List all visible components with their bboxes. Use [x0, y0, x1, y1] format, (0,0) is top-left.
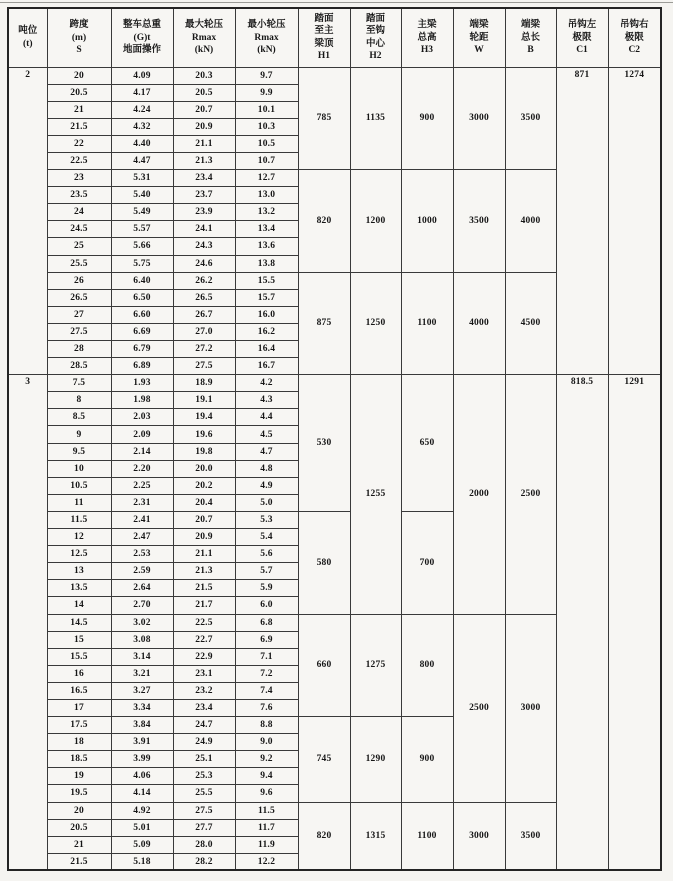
cell-span: 22 — [47, 135, 111, 152]
cell-weight: 3.02 — [111, 614, 173, 631]
cell-rmin: 7.4 — [235, 682, 298, 699]
cell-rmin: 11.7 — [235, 819, 298, 836]
cell-h2: 1200 — [350, 170, 401, 273]
cell-weight: 4.24 — [111, 101, 173, 118]
cell-weight: 2.59 — [111, 563, 173, 580]
cell-rmax: 27.7 — [173, 819, 235, 836]
cell-weight: 2.14 — [111, 443, 173, 460]
cell-rmin: 15.7 — [235, 289, 298, 306]
cell-weight: 2.53 — [111, 546, 173, 563]
cell-rmax: 21.1 — [173, 546, 235, 563]
header-line: 整车总重 — [122, 20, 161, 31]
header-line: C2 — [628, 44, 641, 55]
cell-h3: 900 — [401, 717, 453, 802]
cell-weight: 3.99 — [111, 751, 173, 768]
cell-w: 3500 — [453, 170, 505, 273]
cell-rmin: 4.4 — [235, 409, 298, 426]
cell-h3: 800 — [401, 614, 453, 717]
cell-h1: 580 — [298, 511, 350, 614]
cell-weight: 5.01 — [111, 819, 173, 836]
cell-rmin: 9.0 — [235, 734, 298, 751]
cell-rmax: 25.3 — [173, 768, 235, 785]
cell-rmin: 5.7 — [235, 563, 298, 580]
header-line: (m) — [71, 32, 87, 43]
cell-span: 14.5 — [47, 614, 111, 631]
header-line: C1 — [576, 44, 588, 55]
cell-h3: 700 — [401, 511, 453, 614]
cell-span: 26.5 — [47, 289, 111, 306]
cell-span: 16 — [47, 665, 111, 682]
cell-rmin: 13.2 — [235, 204, 298, 221]
cell-h3: 1100 — [401, 802, 453, 870]
cell-rmin: 9.7 — [235, 67, 298, 84]
cell-rmax: 20.2 — [173, 477, 235, 494]
header-line: 至主 — [314, 26, 334, 37]
cell-b: 2500 — [505, 375, 556, 614]
header-line: (t) — [23, 38, 33, 49]
cell-weight: 1.93 — [111, 375, 173, 392]
cell-weight: 3.84 — [111, 717, 173, 734]
cell-h1: 660 — [298, 614, 350, 717]
table-body — [8, 67, 661, 870]
cell-rmin: 13.0 — [235, 187, 298, 204]
header-line: W — [474, 44, 484, 55]
cell-h1: 820 — [298, 802, 350, 870]
cell-span: 21 — [47, 836, 111, 853]
cell-span: 20.5 — [47, 84, 111, 101]
header-line: 地面操作 — [122, 44, 161, 55]
cell-weight: 6.40 — [111, 272, 173, 289]
cell-weight: 5.49 — [111, 204, 173, 221]
cell-span: 11 — [47, 494, 111, 511]
cell-rmin: 4.7 — [235, 443, 298, 460]
cell-span: 21.5 — [47, 853, 111, 870]
cell-rmin: 16.4 — [235, 341, 298, 358]
cell-span: 21.5 — [47, 118, 111, 135]
cell-rmin: 16.0 — [235, 306, 298, 323]
cell-w: 2000 — [453, 375, 505, 614]
cell-rmax: 19.4 — [173, 409, 235, 426]
cell-rmax: 22.5 — [173, 614, 235, 631]
header-line: 踏面 — [314, 14, 334, 25]
cell-span: 26 — [47, 272, 111, 289]
cell-span: 10 — [47, 460, 111, 477]
cell-h2: 1255 — [350, 375, 401, 614]
header-line: 最大轮压 — [184, 20, 223, 31]
cell-span: 25 — [47, 238, 111, 255]
table-row — [8, 67, 661, 84]
cell-weight: 5.66 — [111, 238, 173, 255]
header-line: 中心 — [365, 38, 385, 49]
header-line: 总高 — [417, 32, 437, 43]
cell-weight: 4.40 — [111, 135, 173, 152]
cell-weight: 5.18 — [111, 853, 173, 870]
cell-span: 8 — [47, 392, 111, 409]
cell-c2: 1291 — [608, 375, 661, 871]
cell-rmax: 25.1 — [173, 751, 235, 768]
cell-h1: 745 — [298, 717, 350, 802]
cell-span: 11.5 — [47, 511, 111, 528]
header-line: (G)t — [133, 32, 151, 43]
cell-weight: 3.27 — [111, 682, 173, 699]
cell-rmin: 5.3 — [235, 511, 298, 528]
cell-h2: 1290 — [350, 717, 401, 802]
cell-rmax: 28.0 — [173, 836, 235, 853]
cell-weight: 5.40 — [111, 187, 173, 204]
cell-span: 20 — [47, 802, 111, 819]
cell-h1: 530 — [298, 375, 350, 512]
cell-rmin: 6.9 — [235, 631, 298, 648]
cell-rmax: 27.0 — [173, 323, 235, 340]
cell-rmax: 23.4 — [173, 170, 235, 187]
cell-span: 17 — [47, 699, 111, 716]
cell-rmax: 28.2 — [173, 853, 235, 870]
header-line: 主梁 — [417, 20, 437, 31]
cell-span: 21 — [47, 101, 111, 118]
cell-rmin: 4.2 — [235, 375, 298, 392]
cell-rmin: 15.5 — [235, 272, 298, 289]
column-header-c1 — [556, 8, 608, 67]
cell-rmax: 21.7 — [173, 597, 235, 614]
cell-rmax: 26.5 — [173, 289, 235, 306]
cell-span: 13.5 — [47, 580, 111, 597]
cell-span: 20 — [47, 67, 111, 84]
cell-h3: 900 — [401, 67, 453, 170]
cell-rmax: 20.0 — [173, 460, 235, 477]
header-line: 至钩 — [365, 26, 385, 37]
cell-weight: 5.31 — [111, 170, 173, 187]
cell-b: 3500 — [505, 67, 556, 170]
cell-weight: 2.41 — [111, 511, 173, 528]
column-header-weight — [111, 8, 173, 67]
cell-span: 27.5 — [47, 323, 111, 340]
cell-rmax: 23.1 — [173, 665, 235, 682]
header-line: 极限 — [572, 32, 592, 43]
cell-weight: 2.20 — [111, 460, 173, 477]
cell-rmax: 24.6 — [173, 255, 235, 272]
header-line: 总长 — [520, 32, 540, 43]
column-header-rmin — [235, 8, 298, 67]
cell-h2: 1250 — [350, 272, 401, 375]
cell-span: 15.5 — [47, 648, 111, 665]
cell-span: 23 — [47, 170, 111, 187]
cell-span: 25.5 — [47, 255, 111, 272]
header-line: 端梁 — [520, 20, 540, 31]
header-line: 跨度 — [69, 20, 89, 31]
cell-rmin: 4.5 — [235, 426, 298, 443]
cell-rmin: 8.8 — [235, 717, 298, 734]
cell-rmax: 25.5 — [173, 785, 235, 802]
cell-b: 3500 — [505, 802, 556, 870]
header-line: 吨位 — [18, 26, 38, 37]
cell-weight: 6.60 — [111, 306, 173, 323]
header-line: (kN) — [257, 44, 276, 55]
cell-weight: 3.08 — [111, 631, 173, 648]
column-header-rmax — [173, 8, 235, 67]
cell-rmin: 4.8 — [235, 460, 298, 477]
cell-rmax: 27.5 — [173, 358, 235, 375]
cell-rmax: 19.1 — [173, 392, 235, 409]
cell-c2: 1274 — [608, 67, 661, 375]
cell-weight: 2.03 — [111, 409, 173, 426]
cell-rmin: 7.1 — [235, 648, 298, 665]
cell-span: 19 — [47, 768, 111, 785]
cell-b: 4500 — [505, 272, 556, 375]
cell-h2: 1315 — [350, 802, 401, 870]
cell-span: 12 — [47, 529, 111, 546]
column-header-h1 — [298, 8, 350, 67]
cell-span: 15 — [47, 631, 111, 648]
cell-rmax: 21.3 — [173, 152, 235, 169]
cell-span: 18 — [47, 734, 111, 751]
cell-span: 22.5 — [47, 152, 111, 169]
cell-weight: 3.14 — [111, 648, 173, 665]
cell-h3: 1000 — [401, 170, 453, 273]
cell-rmin: 11.9 — [235, 836, 298, 853]
cell-h3: 650 — [401, 375, 453, 512]
cell-rmin: 16.2 — [235, 323, 298, 340]
cell-rmax: 23.9 — [173, 204, 235, 221]
cell-h1: 820 — [298, 170, 350, 273]
cell-rmin: 4.9 — [235, 477, 298, 494]
cell-span: 24 — [47, 204, 111, 221]
crane-spec-table — [7, 7, 662, 871]
cell-w: 4000 — [453, 272, 505, 375]
cell-w: 3000 — [453, 67, 505, 170]
cell-weight: 5.09 — [111, 836, 173, 853]
cell-rmin: 10.3 — [235, 118, 298, 135]
cell-h2: 1275 — [350, 614, 401, 717]
header-line: 梁顶 — [314, 38, 334, 49]
column-header-tonnage — [8, 8, 47, 67]
cell-span: 24.5 — [47, 221, 111, 238]
cell-rmin: 6.8 — [235, 614, 298, 631]
cell-span: 10.5 — [47, 477, 111, 494]
cell-span: 13 — [47, 563, 111, 580]
cell-span: 14 — [47, 597, 111, 614]
column-header-h2 — [350, 8, 401, 67]
cell-span: 27 — [47, 306, 111, 323]
cell-rmax: 20.9 — [173, 118, 235, 135]
cell-weight: 2.64 — [111, 580, 173, 597]
cell-span: 19.5 — [47, 785, 111, 802]
cell-weight: 5.75 — [111, 255, 173, 272]
cell-rmax: 23.7 — [173, 187, 235, 204]
cell-span: 18.5 — [47, 751, 111, 768]
cell-span: 9 — [47, 426, 111, 443]
cell-span: 16.5 — [47, 682, 111, 699]
cell-span: 8.5 — [47, 409, 111, 426]
cell-weight: 4.47 — [111, 152, 173, 169]
cell-rmin: 10.7 — [235, 152, 298, 169]
cell-span: 23.5 — [47, 187, 111, 204]
cell-b: 3000 — [505, 614, 556, 802]
cell-c1: 871 — [556, 67, 608, 375]
cell-weight: 2.09 — [111, 426, 173, 443]
header-line: 最小轮压 — [247, 20, 286, 31]
cell-rmin: 10.5 — [235, 135, 298, 152]
cell-rmax: 18.9 — [173, 375, 235, 392]
cell-weight: 4.32 — [111, 118, 173, 135]
cell-span: 28.5 — [47, 358, 111, 375]
cell-span: 9.5 — [47, 443, 111, 460]
header-line: 吊钩右 — [619, 20, 649, 31]
cell-span: 17.5 — [47, 717, 111, 734]
header-line: (kN) — [194, 44, 214, 55]
cell-weight: 4.09 — [111, 67, 173, 84]
header-row — [8, 8, 661, 67]
cell-h1: 875 — [298, 272, 350, 375]
cell-rmax: 20.9 — [173, 529, 235, 546]
cell-w: 3000 — [453, 802, 505, 870]
cell-weight: 6.89 — [111, 358, 173, 375]
cell-weight: 4.14 — [111, 785, 173, 802]
cell-rmin: 7.6 — [235, 699, 298, 716]
cell-weight: 2.25 — [111, 477, 173, 494]
cell-weight: 4.92 — [111, 802, 173, 819]
cell-w: 2500 — [453, 614, 505, 802]
cell-weight: 6.50 — [111, 289, 173, 306]
cell-rmax: 19.8 — [173, 443, 235, 460]
cell-span: 20.5 — [47, 819, 111, 836]
cell-h1: 785 — [298, 67, 350, 170]
cell-rmin: 6.0 — [235, 597, 298, 614]
cell-rmin: 12.7 — [235, 170, 298, 187]
cell-rmax: 22.7 — [173, 631, 235, 648]
cell-rmax: 22.9 — [173, 648, 235, 665]
cell-weight: 4.17 — [111, 84, 173, 101]
cell-weight: 4.06 — [111, 768, 173, 785]
cell-rmin: 5.0 — [235, 494, 298, 511]
cell-b: 4000 — [505, 170, 556, 273]
cell-weight: 2.31 — [111, 494, 173, 511]
cell-rmax: 26.2 — [173, 272, 235, 289]
cell-rmax: 21.3 — [173, 563, 235, 580]
cell-rmin: 9.4 — [235, 768, 298, 785]
cell-rmin: 10.1 — [235, 101, 298, 118]
cell-rmin: 5.4 — [235, 529, 298, 546]
cell-rmin: 9.2 — [235, 751, 298, 768]
cell-rmin: 4.3 — [235, 392, 298, 409]
cell-rmax: 21.5 — [173, 580, 235, 597]
header-line: 轮距 — [469, 32, 489, 43]
header-line: Rmax — [191, 32, 217, 43]
cell-rmin: 5.6 — [235, 546, 298, 563]
cell-h2: 1135 — [350, 67, 401, 170]
cell-rmax: 24.9 — [173, 734, 235, 751]
cell-rmin: 9.6 — [235, 785, 298, 802]
page-top-rule — [0, 2, 673, 3]
cell-span: 28 — [47, 341, 111, 358]
cell-rmin: 12.2 — [235, 853, 298, 870]
cell-rmax: 20.7 — [173, 511, 235, 528]
column-header-span — [47, 8, 111, 67]
cell-weight: 6.69 — [111, 323, 173, 340]
header-line: 端梁 — [469, 20, 489, 31]
cell-tonnage: 3 — [8, 375, 47, 871]
cell-rmax: 24.1 — [173, 221, 235, 238]
cell-rmax: 20.7 — [173, 101, 235, 118]
cell-c1: 818.5 — [556, 375, 608, 871]
header-line: 吊钩左 — [567, 20, 597, 31]
cell-h3: 1100 — [401, 272, 453, 375]
cell-tonnage: 2 — [8, 67, 47, 375]
cell-rmax: 23.2 — [173, 682, 235, 699]
cell-rmax: 20.4 — [173, 494, 235, 511]
header-line: H2 — [369, 51, 382, 62]
cell-rmax: 24.3 — [173, 238, 235, 255]
cell-rmax: 27.2 — [173, 341, 235, 358]
cell-weight: 1.98 — [111, 392, 173, 409]
cell-weight: 3.21 — [111, 665, 173, 682]
header-line: B — [527, 44, 534, 55]
cell-rmin: 7.2 — [235, 665, 298, 682]
cell-rmax: 27.5 — [173, 802, 235, 819]
cell-span: 12.5 — [47, 546, 111, 563]
cell-weight: 2.47 — [111, 529, 173, 546]
cell-rmax: 20.5 — [173, 84, 235, 101]
cell-rmax: 24.7 — [173, 717, 235, 734]
header-line: Rmax — [254, 32, 279, 43]
cell-span: 7.5 — [47, 375, 111, 392]
cell-weight: 3.91 — [111, 734, 173, 751]
cell-rmin: 11.5 — [235, 802, 298, 819]
column-header-b — [505, 8, 556, 67]
cell-rmin: 13.6 — [235, 238, 298, 255]
cell-rmin: 5.9 — [235, 580, 298, 597]
table-header — [8, 8, 661, 67]
cell-weight: 2.70 — [111, 597, 173, 614]
cell-rmin: 16.7 — [235, 358, 298, 375]
cell-rmin: 13.8 — [235, 255, 298, 272]
cell-weight: 6.79 — [111, 341, 173, 358]
cell-rmax: 19.6 — [173, 426, 235, 443]
cell-rmin: 13.4 — [235, 221, 298, 238]
header-line: H1 — [317, 51, 331, 62]
header-line: 踏面 — [365, 14, 385, 25]
header-line: S — [76, 44, 82, 55]
cell-rmin: 9.9 — [235, 84, 298, 101]
cell-rmax: 23.4 — [173, 699, 235, 716]
header-line: 极限 — [624, 32, 644, 43]
cell-rmax: 21.1 — [173, 135, 235, 152]
column-header-h3 — [401, 8, 453, 67]
column-header-w — [453, 8, 505, 67]
column-header-c2 — [608, 8, 661, 67]
cell-weight: 5.57 — [111, 221, 173, 238]
table-row — [8, 375, 661, 392]
cell-rmax: 26.7 — [173, 306, 235, 323]
header-line: H3 — [420, 44, 434, 55]
cell-weight: 3.34 — [111, 699, 173, 716]
cell-rmax: 20.3 — [173, 67, 235, 84]
